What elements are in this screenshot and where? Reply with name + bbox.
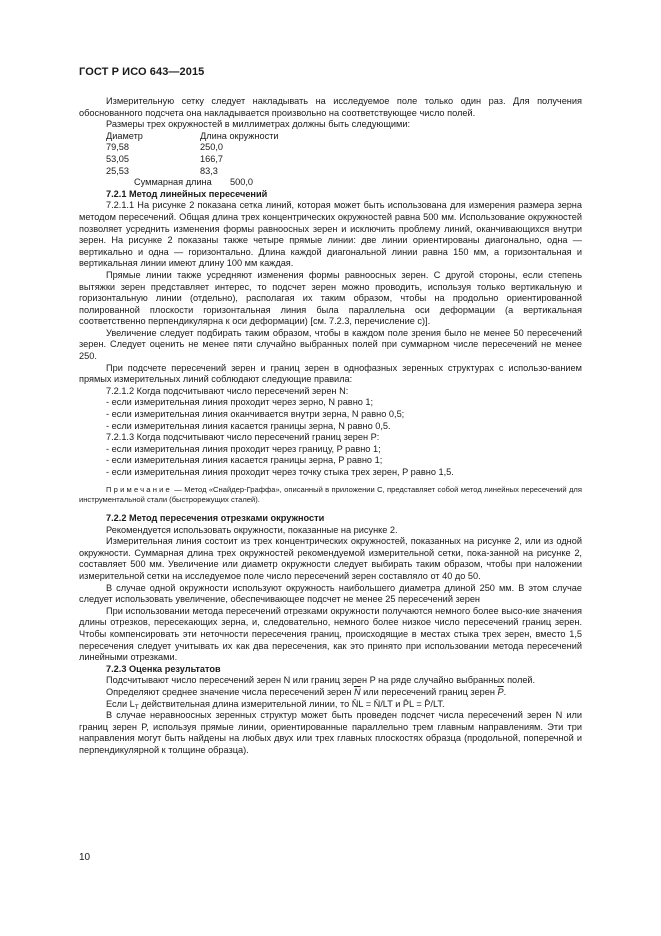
note [79, 485, 582, 505]
page-body [79, 96, 582, 756]
total-value: 500,0 [230, 177, 253, 188]
length-value: 250,0 [200, 142, 223, 153]
paragraph [79, 699, 582, 711]
page-number: 10 [79, 852, 91, 863]
paragraph: При использовании метода пересечений отрезками окружности получаются немного более высо-кие значения длины отрезков, пересекающих зерна, и, следовательно, немного более низкое число пересечений границ зерен. Чтобы компенсировать эти неточности пересечения границ, происходящие в местах стыка трех зерен, вместо 1,5 пересечения следует учитывать их как два пересечения, как это принято при использовании метода пересечений линейными отрезками. [79, 605, 582, 663]
col-length-header: Длина окружности [200, 130, 279, 141]
paragraph: В случае неравноосных зеренных структур может быть проведен подсчет числа пересечений зерен N или границ зерен P, используя прямые линии, ориентированные параллельно трем главным направлениям. Эти три направления могут быть найдены на любых двух или трех главных плоскостях образца (продольной, поперечной и перпендикулярной к толщине образца). [79, 710, 582, 755]
diameter-value: 25,53 [106, 165, 129, 176]
paragraph: Подсчитывают число пересечений зерен N или границ зерен P на ряде случайно выбранных полей. [106, 675, 536, 686]
page-header: ГОСТ Р ИСО 643—2015 [79, 66, 205, 78]
section-heading: 7.2.2 Метод пересечения отрезками окружности [106, 513, 325, 523]
paragraph: Размеры трех окружностей в миллиметрах должны быть следующими: [106, 119, 411, 130]
text-run: Определяют среднее значение числа пересечений зерен [106, 686, 354, 697]
text-run: . [503, 686, 507, 697]
list-item: - если измерительная линия проходит через границу, P равно 1; [106, 443, 381, 454]
sizes-table-total [79, 177, 582, 189]
note-label: Примечание [106, 484, 172, 494]
section-heading: 7.2.1 Метод линейных пересечений [106, 188, 268, 199]
list-item: - если измерительная линия касается границы зерна, P равно 1; [106, 455, 383, 466]
paragraph: Измерительная линия состоит из трех концентрических окружностей, показанных на рисунке 2, или из одной окружности. Суммарная длина трех окружностей рекомендуемой измерительной сетки, пока-занной на рисунке 2, составляет 500 мм. Увеличение или диаметр окружности следует выбирать таким образом, чтобы при наложении измерительной сетки на исследуемое поле число пересечений зерен составляло от 40 до 50. [79, 536, 582, 581]
formula: N̄L = N̄/LT и P̄L = P̄/LT. [351, 698, 445, 709]
list-item: - если измерительная линия проходит через точку стыка трех зерен, P равно 1,5. [106, 467, 454, 477]
list-item: - если измерительная линия проходит через зерно, N равно 1; [106, 397, 374, 408]
subscript: T [134, 703, 139, 711]
paragraph: При подсчете пересечений зерен и границ зерен в однофазных зеренных структурах с использо-ванием прямых измерительных линий соблюдают следующие правила: [79, 362, 582, 385]
list-item: - если измерительная линия оканчивается внутри зерна, N равно 0,5; [106, 409, 405, 420]
paragraph: Прямые линии также усредняют изменения формы равноосных зерен. С другой стороны, если степень вытяжки зерен представляет интерес, то подсчет зерен можно проводить, используя только вертикальную и горизонтальную линии (отдельно), располагая их таким образом, чтобы на продольно ориентированной полированной плоскости горизонтальная линия была параллельна оси деформации (а вертикальная соответственно перпендикулярна к оси деформации) [см. 7.2.3, перечисление с)]. [79, 269, 582, 327]
text-run: Если L [106, 698, 135, 709]
sizes-table-row [79, 142, 582, 154]
mean-boundary-count-symbol: $\overline{P}$ [497, 686, 504, 697]
paragraph: Увеличение следует подбирать таким образом, чтобы в каждом поле зрения было не менее 50 пересечений зерен. Следует оценить не менее пяти случайно выбранных полей при суммарном числе пересечений не менее 250. [79, 327, 582, 362]
mean-grain-count-symbol: $\overline{N}$ [353, 686, 361, 697]
list-item: - если измерительная линия касается границы зерна, N равно 0,5. [106, 420, 391, 431]
paragraph: В случае одной окружности используют окружность наибольшего диаметра длиной 250 мм. В этом случае следует использовать увеличение, обеспечивающее подсчет не менее 25 пересечений зерен [79, 582, 582, 605]
sizes-table-row [79, 166, 582, 178]
length-value: 83,3 [200, 165, 218, 176]
sizes-table [79, 131, 582, 189]
text-run: действительная длина измерительной линии, то [138, 698, 352, 709]
col-diameter-header: Диаметр [106, 130, 143, 141]
diameter-value: 79,58 [106, 142, 129, 153]
text-run: или пересечений границ зерен [360, 686, 498, 697]
paragraph: Измерительную сетку следует накладывать на исследуемое поле только один раз. Для получения обоснованного подсчета она накладывается произвольно на соответствующее число полей. [79, 96, 582, 118]
total-label: Суммарная длина [134, 177, 212, 188]
paragraph [79, 687, 582, 699]
note-text: — Метод «Снайдер-Граффа», описанный в приложении С, представляет собой метод линейных пересечений для инструментальной стали (быстрорежущих сталей). [79, 484, 582, 504]
diameter-value: 53,05 [106, 153, 129, 164]
sizes-table-header [79, 131, 582, 143]
paragraph: 7.2.1.1 На рисунке 2 показана сетка линий, которая может быть использована для измерения размера зерна методом пересечений. Общая длина трех концентрических окружностей равна 500 мм. Использование окружностей позволяет усреднить изменения формы равноосных зерен и исключить проблему линий, оканчивающихся внутри зерен. На рисунке 2 показаны также четыре прямые линии: две линии ориентированы диагонально, одна — вертикально и одна — горизонтально. Длина каждой диагональной линии равна 150 мм, а горизонтальная и вертикальная линии имеют длину 100 мм каждая. [79, 200, 582, 269]
length-value: 166,7 [200, 153, 223, 164]
paragraph: Рекомендуется использовать окружности, показанные на рисунке 2. [106, 524, 398, 535]
sizes-table-row [79, 154, 582, 166]
rule-heading: 7.2.1.2 Когда подсчитывают число пересечений зерен N: [106, 385, 349, 396]
section-heading: 7.2.3 Оценка результатов [106, 663, 221, 674]
rule-heading: 7.2.1.3 Когда подсчитывают число пересечений границ зерен P: [106, 432, 380, 443]
